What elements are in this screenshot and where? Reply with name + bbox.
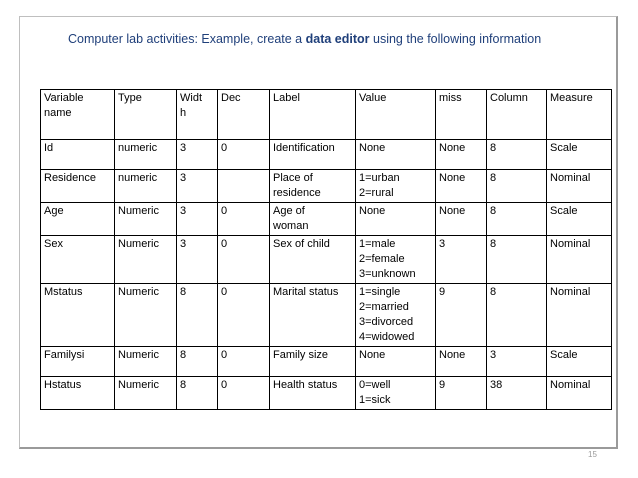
cell-text: Familysi [44, 349, 85, 361]
slide-title [68, 32, 541, 46]
cell-column [487, 203, 547, 236]
cell-label [270, 140, 356, 170]
cell-text: Numeric [118, 238, 159, 250]
cell-missing [436, 203, 487, 236]
header-cell-column [487, 90, 547, 140]
cell-text: Numeric [118, 286, 159, 298]
cell-text: Numeric [118, 205, 159, 217]
table-row [41, 347, 612, 377]
header-row [41, 90, 612, 140]
cell-measure [547, 284, 612, 347]
cell-text: 9 [439, 379, 446, 391]
cell-variable-name [41, 347, 115, 377]
cell-measure [547, 236, 612, 284]
cell-text: 0 [221, 349, 228, 361]
title-prefix: Computer lab activities: Example, create a [68, 32, 306, 46]
cell-width [177, 377, 218, 410]
cell-type [115, 347, 177, 377]
cell-text: Sex [44, 238, 63, 250]
header-label: Variable name [44, 92, 84, 119]
header-cell-type [115, 90, 177, 140]
cell-text: Scale [550, 142, 578, 154]
cell-text: 3 [439, 238, 446, 250]
header-cell-width [177, 90, 218, 140]
cell-text: Scale [550, 349, 578, 361]
cell-missing [436, 170, 487, 203]
cell-missing [436, 140, 487, 170]
cell-type [115, 170, 177, 203]
cell-text: Sex of child [273, 238, 330, 250]
cell-text: Nominal [550, 172, 591, 184]
cell-label [270, 284, 356, 347]
cell-text: Mstatus [44, 286, 83, 298]
cell-column [487, 347, 547, 377]
header-cell-missing [436, 90, 487, 140]
title-suffix: using the following information [369, 32, 542, 46]
cell-label [270, 203, 356, 236]
cell-missing [436, 347, 487, 377]
cell-decimals [218, 170, 270, 203]
cell-measure [547, 347, 612, 377]
header-label: Value [359, 92, 387, 104]
cell-text: 3 [490, 349, 497, 361]
cell-text: Scale [550, 205, 578, 217]
header-label: Column [490, 92, 528, 104]
table-row [41, 377, 612, 410]
cell-text: 3 [180, 142, 187, 154]
cell-text: Numeric [118, 349, 159, 361]
cell-missing [436, 377, 487, 410]
title-bold: data editor [305, 32, 370, 46]
cell-text: 1=single 2=married 3=divorced 4=widowed [359, 286, 415, 343]
cell-text: 3 [180, 205, 187, 217]
cell-column [487, 377, 547, 410]
cell-text: 8 [180, 286, 187, 298]
cell-text: None [359, 349, 386, 361]
cell-text: Nominal [550, 286, 591, 298]
cell-text: 3 [180, 172, 187, 184]
cell-text: 0 [221, 379, 228, 391]
cell-variable-name [41, 377, 115, 410]
header-label: Label [273, 92, 300, 104]
cell-decimals [218, 236, 270, 284]
cell-width [177, 236, 218, 284]
cell-text: Nominal [550, 238, 591, 250]
header-label: Type [118, 92, 142, 104]
cell-text: None [439, 172, 466, 184]
cell-variable-name [41, 170, 115, 203]
cell-text: 3 [180, 238, 187, 250]
cell-text: 8 [490, 142, 497, 154]
table-row [41, 170, 612, 203]
page-number: 15 [588, 450, 597, 459]
cell-decimals [218, 203, 270, 236]
header-label: miss [439, 92, 462, 104]
cell-width [177, 203, 218, 236]
cell-variable-name [41, 236, 115, 284]
cell-decimals [218, 347, 270, 377]
cell-measure [547, 140, 612, 170]
cell-measure [547, 203, 612, 236]
cell-text: numeric [118, 172, 158, 184]
cell-text: Hstatus [44, 379, 82, 391]
cell-missing [436, 284, 487, 347]
table-row [41, 284, 612, 347]
cell-width [177, 140, 218, 170]
cell-column [487, 140, 547, 170]
cell-text: Marital status [273, 286, 339, 298]
cell-text: 8 [490, 238, 497, 250]
cell-missing [436, 236, 487, 284]
cell-variable-name [41, 203, 115, 236]
cell-text: None [439, 205, 466, 217]
cell-measure [547, 377, 612, 410]
cell-text: 8 [490, 205, 497, 217]
cell-text: Numeric [118, 379, 159, 391]
cell-value [356, 347, 436, 377]
cell-variable-name [41, 284, 115, 347]
cell-text: None [359, 142, 386, 154]
cell-value [356, 236, 436, 284]
cell-label [270, 347, 356, 377]
cell-column [487, 236, 547, 284]
cell-variable-name [41, 140, 115, 170]
cell-type [115, 284, 177, 347]
cell-type [115, 377, 177, 410]
header-cell-measure [547, 90, 612, 140]
cell-width [177, 284, 218, 347]
table-row [41, 236, 612, 284]
cell-text: Place of residence [273, 172, 321, 199]
cell-decimals [218, 377, 270, 410]
cell-measure [547, 170, 612, 203]
cell-text: 1=urban 2=rural [359, 172, 400, 199]
cell-text: 0=well 1=sick [359, 379, 391, 406]
cell-text: Id [44, 142, 54, 154]
cell-text: 9 [439, 286, 446, 298]
cell-text: 0 [221, 142, 228, 154]
cell-text: 0 [221, 205, 228, 217]
cell-value [356, 284, 436, 347]
cell-column [487, 284, 547, 347]
cell-text: 8 [180, 379, 187, 391]
header-label: Dec [221, 92, 241, 104]
cell-text: None [439, 349, 466, 361]
cell-width [177, 347, 218, 377]
cell-value [356, 140, 436, 170]
cell-type [115, 203, 177, 236]
table-body [41, 90, 612, 410]
header-cell-value [356, 90, 436, 140]
cell-width [177, 170, 218, 203]
cell-text: Age of woman [273, 205, 309, 232]
cell-value [356, 203, 436, 236]
cell-decimals [218, 284, 270, 347]
cell-label [270, 377, 356, 410]
cell-text: Nominal [550, 379, 591, 391]
cell-value [356, 170, 436, 203]
cell-text: 8 [490, 286, 497, 298]
cell-column [487, 170, 547, 203]
cell-text: 38 [490, 379, 503, 391]
cell-text: 0 [221, 238, 228, 250]
cell-type [115, 236, 177, 284]
cell-type [115, 140, 177, 170]
cell-text: 1=male 2=female 3=unknown [359, 238, 416, 280]
cell-text: numeric [118, 142, 158, 154]
table-row [41, 140, 612, 170]
cell-label [270, 170, 356, 203]
header-label: Widt h [180, 92, 202, 119]
header-cell-variable-name [41, 90, 115, 140]
variable-table [40, 89, 612, 410]
cell-text: Identification [273, 142, 335, 154]
cell-text: 8 [180, 349, 187, 361]
cell-label [270, 236, 356, 284]
cell-text: None [439, 142, 466, 154]
cell-text: Age [44, 205, 64, 217]
cell-text: 0 [221, 286, 228, 298]
cell-decimals [218, 140, 270, 170]
header-label: Measure [550, 92, 593, 104]
cell-text: None [359, 205, 386, 217]
header-cell-decimals [218, 90, 270, 140]
cell-value [356, 377, 436, 410]
cell-text: Family size [273, 349, 329, 361]
cell-text: Residence [44, 172, 96, 184]
table-row [41, 203, 612, 236]
cell-text: 8 [490, 172, 497, 184]
cell-text: Health status [273, 379, 338, 391]
header-cell-label [270, 90, 356, 140]
